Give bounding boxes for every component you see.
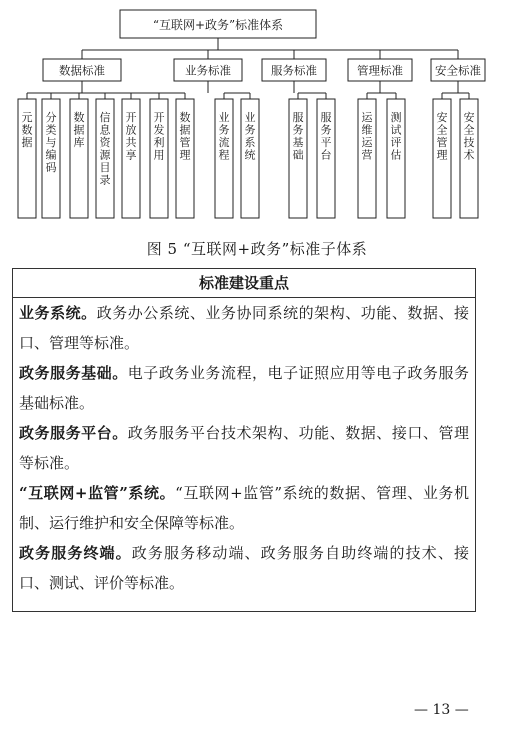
category-label: 安全标准 [435, 63, 481, 78]
key-point-term: “互联网+监管”系统。 [19, 484, 176, 502]
leaf-label: 运维运营 [361, 111, 373, 162]
key-point-term: 政务服务基础。 [19, 364, 128, 382]
key-point-item [13, 418, 475, 478]
leaf-label: 服务基础 [292, 111, 304, 162]
key-point-text: 政务办公系统、业务协同系统的架构、功能、数据、接口、管理等标准。 [19, 304, 469, 352]
category-label: 数据标准 [59, 63, 105, 78]
leaf-label: 信息资源目录 [99, 111, 111, 187]
leaf-label: 安全技术 [463, 111, 475, 162]
panel-title: 标准建设重点 [13, 269, 475, 298]
key-point-term: 政务服务平台。 [19, 424, 128, 442]
leaf-label: 测试评估 [390, 111, 402, 162]
key-point-text: 电子政务业务流程，电子证照应用等电子政务服务基础标准。 [19, 364, 469, 412]
root-label: “互联网+政务”标准体系 [152, 18, 284, 32]
leaf-label: 业务系统 [244, 111, 256, 162]
key-point-item [13, 298, 475, 358]
key-point-term: 政务服务终端。 [19, 544, 132, 562]
key-point-text: 政务服务平台技术架构、功能、数据、接口、管理等标准。 [19, 424, 469, 472]
category-label: 管理标准 [357, 63, 403, 78]
leaf-label: 业务流程 [218, 111, 230, 162]
category-label: 服务标准 [271, 63, 317, 78]
key-points-panel [12, 268, 476, 612]
key-point-item [13, 538, 475, 598]
key-point-item [13, 358, 475, 418]
key-point-item [13, 478, 475, 538]
key-point-text: 政务服务移动端、政务服务自助终端的技术、接口、测试、评价等标准。 [19, 544, 469, 592]
leaf-label: 开放共享 [125, 111, 137, 162]
page-number: — 13 — [414, 702, 469, 718]
leaf-label: 数据库 [73, 111, 85, 149]
leaf-label: 数据管理 [179, 111, 191, 162]
leaf-label: 安全管理 [436, 111, 448, 162]
leaf-label: 开发利用 [153, 111, 165, 162]
leaf-label: 服务平台 [320, 111, 332, 162]
leaf-label: 元数据 [21, 111, 33, 149]
key-point-term: 业务系统。 [19, 304, 97, 322]
leaf-label: 分类与编码 [45, 111, 57, 174]
standards-tree-diagram [0, 0, 514, 232]
key-point-text: “互联网+监管”系统的数据、管理、业务机制、运行维护和安全保障等标准。 [19, 484, 469, 532]
figure-caption: 图 5 “互联网+政务”标准子体系 [146, 240, 368, 258]
category-label: 业务标准 [185, 63, 231, 78]
